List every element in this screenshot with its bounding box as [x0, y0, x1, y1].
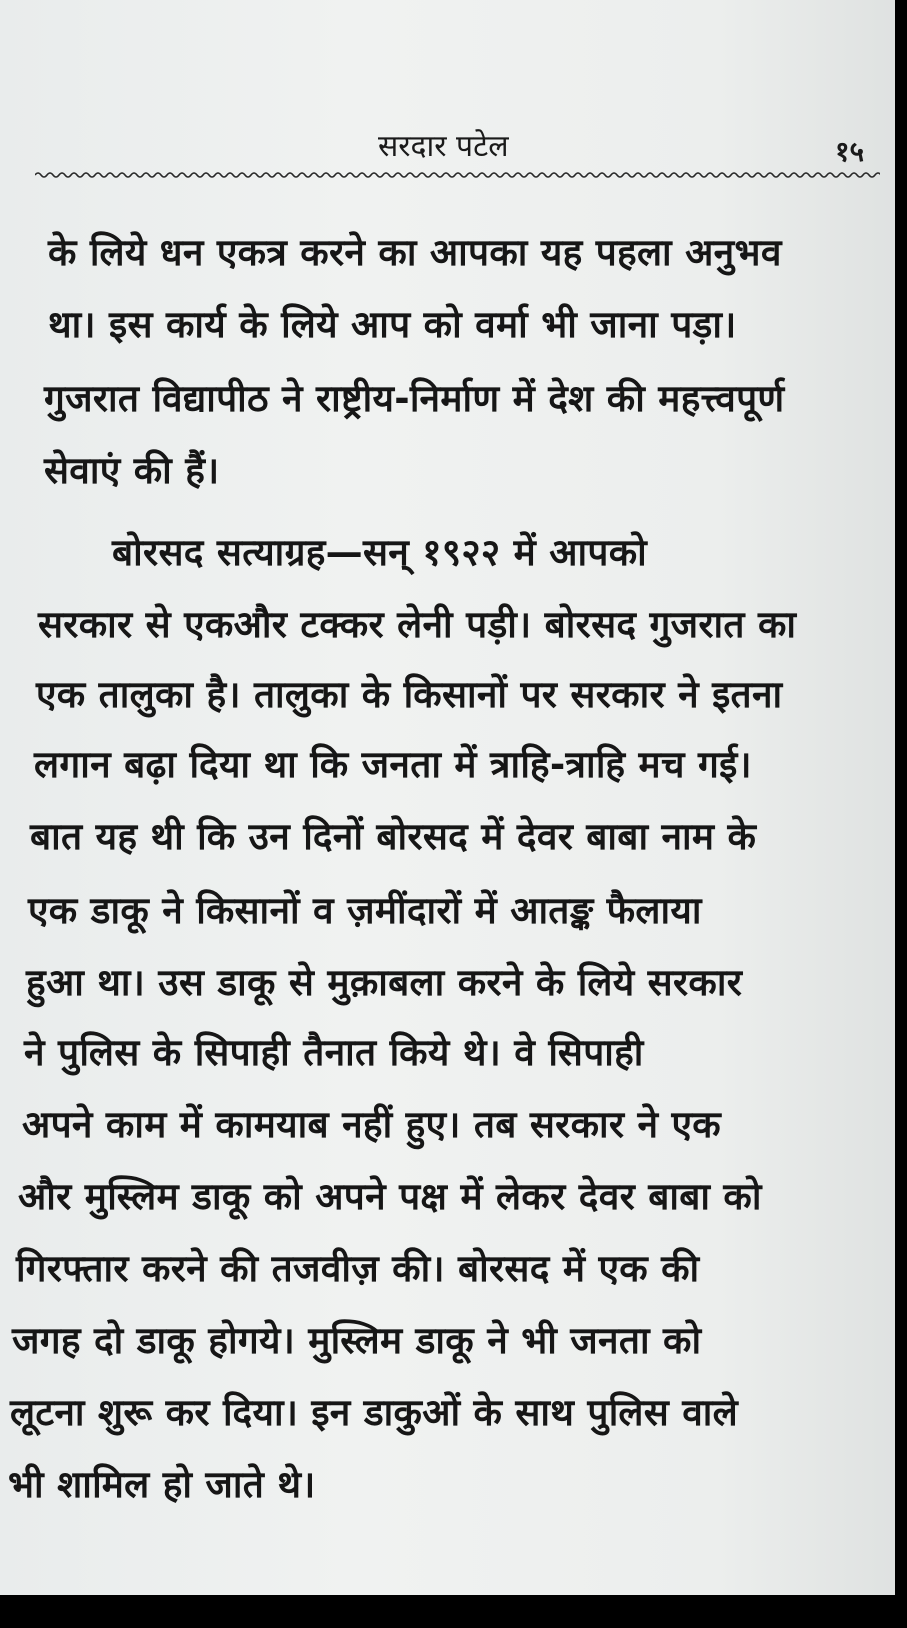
text-line: बोरसद सत्याग्रह—सन् १९२२ में आपको	[112, 531, 647, 574]
wavy-rule	[35, 168, 880, 182]
text-line: लूटना शुरू कर दिया। इन डाकुओं के साथ पुलिस वाले	[10, 1391, 739, 1434]
text-line: के लिये धन एकत्र करने का आपका यह पहला अनुभव	[48, 231, 782, 274]
text-line: एक डाकू ने किसानों व ज़मींदारों में आतङ्क फैलाया	[28, 889, 702, 932]
page-number: १५	[835, 135, 865, 168]
text-line: जगह दो डाकू होगये। मुस्लिम डाकू ने भी जनता को	[12, 1319, 702, 1362]
text-line: हुआ था। उस डाकू से मुक़ाबला करने के लिये सरकार	[26, 961, 743, 1004]
text-line: भी शामिल हो जाते थे।	[8, 1463, 316, 1506]
text-line: लगान बढ़ा दिया था कि जनता में त्राहि-त्राहि मच गई।	[34, 743, 752, 786]
text-line: अपने काम में कामयाब नहीं हुए। तब सरकार ने एक	[22, 1103, 721, 1146]
text-line: बात यह थी कि उन दिनों बोरसद में देवर बाबा नाम के	[30, 815, 757, 858]
text-line: और मुस्लिम डाकू को अपने पक्ष में लेकर देवर बाबा को	[18, 1175, 762, 1218]
text-line: एक तालुका है। तालुका के किसानों पर सरकार ने इतना	[36, 673, 783, 716]
text-line: सेवाएं की हैं।	[44, 449, 220, 492]
text-line: सरकार से एकऔर टक्कर लेनी पड़ी। बोरसद गुजरात का	[38, 603, 797, 646]
text-line: था। इस कार्य के लिये आप को वर्मा भी जाना पड़ा।	[48, 303, 737, 346]
text-line: ने पुलिस के सिपाही तैनात किये थे। वे सिपाही	[24, 1031, 644, 1074]
page-header	[0, 118, 895, 178]
running-title: सरदार पटेल	[378, 129, 509, 164]
text-line: गिरफ्तार करने की तजवीज़ की। बोरसद में एक की	[16, 1247, 700, 1290]
text-line: गुजरात विद्यापीठ ने राष्ट्रीय-निर्माण में देश की महत्त्वपूर्ण	[44, 377, 785, 420]
